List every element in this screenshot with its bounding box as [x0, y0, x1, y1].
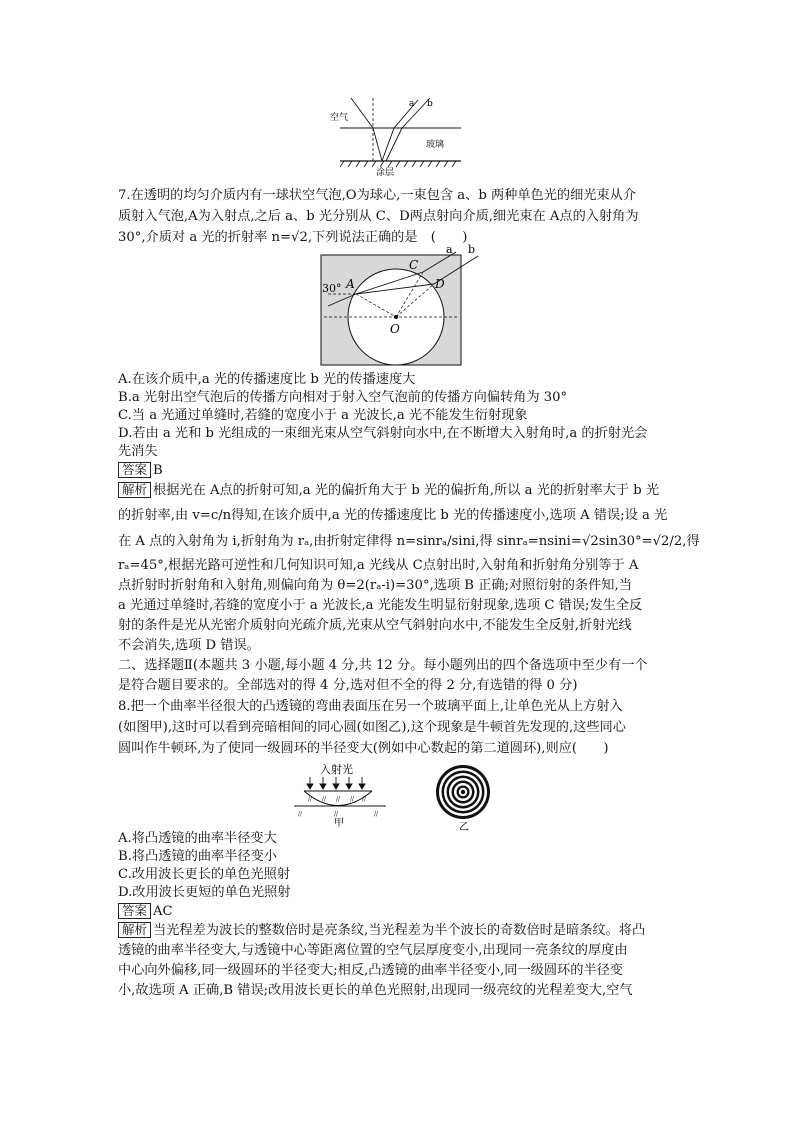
ray-a-label-q7: a [446, 244, 453, 256]
q7-option-c: C.当 a 光通过单缝时,若缝的宽度小于 a 光波长,a 光不能发生衍射现象 [118, 408, 528, 423]
svg-text://: // [334, 811, 339, 818]
label-jia: 甲 [334, 818, 344, 828]
incident-angle-label: 30° [322, 282, 342, 295]
q7-answer [118, 462, 163, 479]
analysis-text: 根据光在 A点的折射可知,a 光的偏折角大于 b 光的偏折角,所以 a 光的折射率大于 b 光 [153, 483, 660, 498]
q8-stem-line-2: (如图甲),这时可以看到亮暗相间的同心圆(如图乙),这个现象是牛顿首先发现的,这些同心 [118, 720, 626, 735]
air-label: 空气 [330, 113, 349, 123]
svg-text://: // [336, 796, 341, 803]
svg-text://: // [298, 811, 303, 818]
answer-tag: 答案 [118, 903, 151, 919]
svg-text://: // [350, 796, 355, 803]
svg-text://: // [374, 811, 379, 818]
ray-b-label-q7: b [468, 244, 476, 256]
bubble-figure [318, 244, 493, 368]
analysis-tag: 解析 [118, 482, 151, 498]
point-o-label: O [390, 322, 400, 336]
coating-label: 涂层 [376, 168, 395, 176]
incident-light-label: 入射光 [320, 763, 353, 776]
q7-analysis-line-3: 在 A 点的入射角为 i,折射角为 rₐ,由折射定律得 n=sinrₐ/sini,得 sinrₐ=nsini=√2sin30°=√2/2,得 [118, 534, 700, 549]
q7-analysis-line-1 [118, 482, 659, 499]
newton-rings-figure-yi [425, 764, 501, 832]
ray-a-label: a [409, 99, 415, 109]
glass-label: 玻璃 [426, 140, 445, 150]
q8-option-b: B.将凸透镜的曲率半径变小 [118, 849, 277, 864]
q8-analysis-line-3: 中心向外偏移,同一级圆环的半径变大;相反,凸透镜的曲率半径变小,同一级圆环的半径变 [118, 963, 623, 978]
refraction-figure-top [326, 94, 486, 176]
q7-analysis-line-8: 不会消失,选项 D 错误。 [118, 638, 260, 653]
answer-tag: 答案 [118, 462, 151, 478]
q8-stem-line-3: 圆叫作牛顿环,为了使同一级圆环的半径变大(例如中心数起的第二道圆环),则应( ) [118, 741, 609, 756]
q8-analysis-line-2: 透镜的曲率半径变大,与透镜中心等距离位置的空气层厚度变小,出现同一亮条纹的厚度由 [118, 943, 628, 958]
q7-option-a: A.在该介质中,a 光的传播速度比 b 光的传播速度大 [118, 372, 416, 387]
q7-option-d: D.若由 a 光和 b 光组成的一束细光束从空气斜射向水中,在不断增大入射角时,a 的折射光会 [118, 426, 648, 441]
q8-option-d: D.改用波长更短的单色光照射 [118, 885, 291, 900]
q8-stem-line-1: 8.把一个曲率半径很大的凸透镜的弯曲表面压在另一个玻璃平面上,让单色光从上方射入 [118, 699, 623, 714]
q8-option-a: A.将凸透镜的曲率半径变大 [118, 831, 277, 846]
q8-analysis-line-4: 小,故选项 A 正确,B 错误;改用波长更长的单色光照射,出现同一级亮纹的光程差变大,空气 [118, 983, 633, 998]
label-yi: 乙 [459, 822, 469, 832]
q7-analysis-line-5: 点折射时折射角和入射角,则偏向角为 θ=2(rₐ-i)=30°,选项 B 正确;对照衍射的条件知,当 [118, 578, 632, 593]
section2-line-2: 是符合题目要求的。全部选对的得 4 分,选对但不全的得 2 分,有选错的得 0 分) [118, 678, 578, 693]
q7-option-b: B.a 光射出空气泡后的传播方向相对于射入空气泡前的传播方向偏转角为 30° [118, 390, 568, 405]
analysis-text: 当光程差为波长的整数倍时是亮条纹,当光程差为半个波长的奇数倍时是暗条纹。将凸 [153, 923, 646, 938]
q7-stem-line-3: 30°,介质对 a 光的折射率 n=√2,下列说法正确的是 ( ) [118, 230, 468, 245]
q7-analysis-line-7: 射的条件是光从光密介质射向光疏介质,光束从空气斜射向水中,不能发生全反射,折射光线 [118, 618, 632, 633]
q7-analysis-line-6: a 光通过单缝时,若缝的宽度小于 a 光波长,a 光能发生明显衍射现象,选项 C 错误;发生全反 [118, 598, 643, 613]
ray-b-label: b [427, 99, 433, 109]
q8-analysis-line-1 [118, 922, 645, 939]
analysis-tag: 解析 [118, 922, 151, 938]
lens-figure-jia [290, 762, 390, 828]
svg-text://: // [362, 796, 367, 803]
point-a-label: A [346, 277, 355, 291]
q8-option-c: C.改用波长更长的单色光照射 [118, 867, 291, 882]
section2-line-1: 二、选择题Ⅱ(本题共 3 小题,每小题 4 分,共 12 分。每小题列出的四个备选项中至少有一个 [118, 658, 648, 673]
svg-text://: // [308, 796, 313, 803]
q7-option-d-cont: 先消失 [118, 444, 158, 459]
q7-analysis-line-2: 的折射率,由 v=c/n得知,在该介质中,a 光的传播速度比 b 光的传播速度小,选项 A 错误;设 a 光 [118, 508, 668, 523]
svg-text://: // [322, 796, 327, 803]
q7-stem-line-1: 7.在透明的均匀介质内有一球状空气泡,O为球心,一束包含 a、b 两种单色光的细光束从介 [118, 188, 637, 203]
point-c-label: C [409, 258, 419, 272]
answer-value: AC [153, 904, 173, 919]
q7-stem-line-2: 质射入气泡,A为入射点,之后 a、b 光分别从 C、D两点射向介质,细光束在 A点的入射角为 [118, 209, 639, 224]
q7-analysis-line-4: rₐ=45°,根据光路可逆性和几何知识可知,a 光线从 C点射出时,入射角和折射角分别等于 A [118, 558, 639, 573]
point-d-label: D [435, 277, 445, 291]
answer-value: B [153, 463, 163, 478]
q8-answer [118, 903, 173, 920]
